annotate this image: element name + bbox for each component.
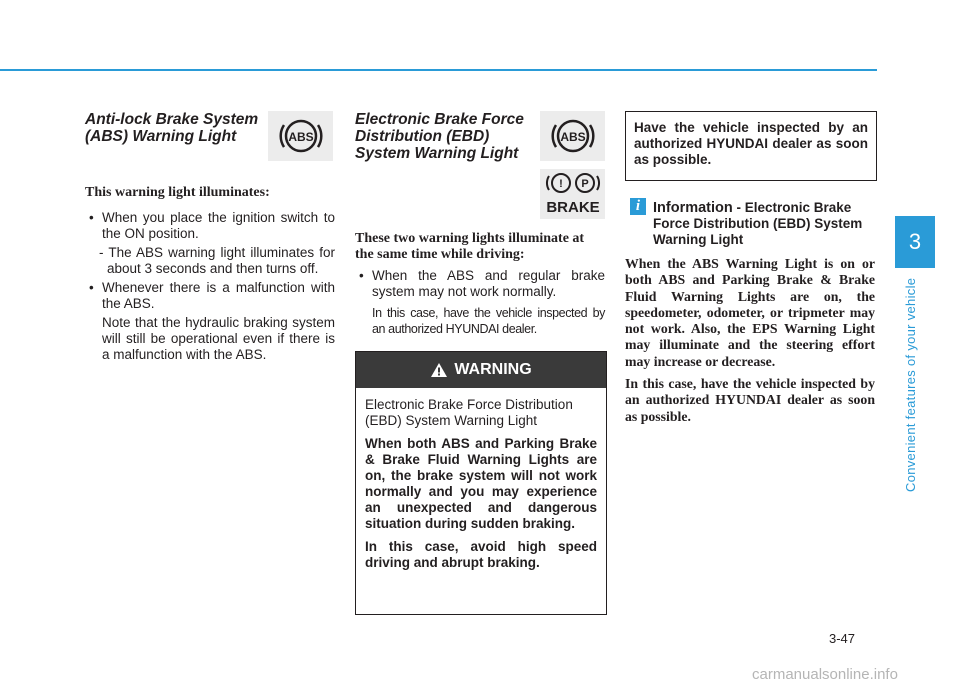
chapter-number-tab: 3 [895, 216, 935, 268]
ebd-bullet-1-note: In this case, have the vehicle inspected by an authorized HYUNDAI dealer. [372, 306, 605, 336]
brake-icon-text: BRAKE [545, 199, 600, 216]
abs-bullets [85, 210, 335, 363]
warning-title: Electronic Brake Force Distribution (EBD) System Warning Light [365, 397, 573, 428]
info-para-1: When the ABS Warning Light is on or both ABS and Parking Brake & Brake Fluid Warning Lights are on, the speedometer, odometer, or tripmeter may not work. Also, the EPS Warning Light may illuminate and the steering effort may increase or decrease. [625, 256, 875, 369]
brake-warning-icon [540, 169, 605, 219]
abs-title-line1: Anti-lock Brake System [85, 111, 259, 128]
warning-header [356, 352, 606, 388]
ebd-intro: These two warning lights illuminate at the same time while driving: [355, 231, 585, 262]
abs-icon-text: ABS [287, 130, 314, 144]
ebd-title-line2: Distribution (EBD) [355, 128, 490, 145]
warning-label: WARNING [454, 361, 532, 378]
ebd-title-line1: Electronic Brake Force [355, 111, 524, 128]
page-number: 3-47 [829, 631, 856, 646]
info-title-rest: - Electronic Brake Force Distribution (EBD) System Warning Light [653, 200, 863, 247]
info-title [653, 200, 875, 248]
ebd-title [355, 111, 540, 162]
ebd-bullet-1: • When the ABS and regular brake system may not work normally. [355, 268, 605, 300]
abs-bullet-1-sub: - The ABS warning light illuminates for about 3 seconds and then turns off. [99, 245, 335, 276]
abs-bullet-2-note: Note that the hydraulic braking system will still be operational even if there is a malfunction with the ABS. [102, 315, 335, 362]
ebd-abs-icon-text: ABS [559, 130, 586, 144]
header-rule [0, 69, 877, 71]
warning-body [356, 388, 606, 571]
info-para-2: In this case, have the vehicle inspected by an authorized HYUNDAI dealer as soon as possible. [625, 376, 875, 424]
info-title-big: Information [653, 200, 733, 216]
info-body [625, 256, 875, 425]
ebd-abs-icon [540, 111, 605, 161]
ebd-title-line3: System Warning Light [355, 145, 519, 162]
ebd-bullets [355, 268, 605, 337]
abs-warning-icon [268, 111, 333, 161]
abs-intro: This warning light illuminates: [85, 185, 270, 200]
warning-para-2: In this case, avoid high speed driving and abrupt braking. [365, 539, 597, 570]
warning-para-1: When both ABS and Parking Brake & Brake Fluid Warning Lights are on, the brake system will not work normally and you may experience an unexpected and dangerous situation during sudden braking. [365, 436, 597, 531]
ebd-intro-wrap [355, 231, 605, 263]
inspection-note-box [625, 111, 877, 181]
warning-box [355, 351, 607, 615]
abs-title [85, 111, 265, 145]
brake-icon-p: P [580, 178, 589, 190]
warning-triangle-icon [430, 362, 448, 378]
abs-title-line2: (ABS) Warning Light [85, 128, 237, 145]
chapter-title-text: Convenient features of your vehicle [903, 277, 918, 492]
watermark: carmanualsonline.info [752, 666, 898, 683]
abs-bullet-2: • Whenever there is a malfunction with the ABS. [85, 280, 335, 312]
abs-body [85, 185, 335, 201]
brake-icon-excl: ! [558, 178, 563, 190]
info-icon: i [630, 198, 646, 215]
abs-bullet-1: • When you place the ignition switch to the ON position. [85, 210, 335, 242]
chapter-title [903, 272, 929, 502]
inspection-note-text: Have the vehicle inspected by an authorized HYUNDAI dealer as soon as possible. [634, 120, 868, 167]
